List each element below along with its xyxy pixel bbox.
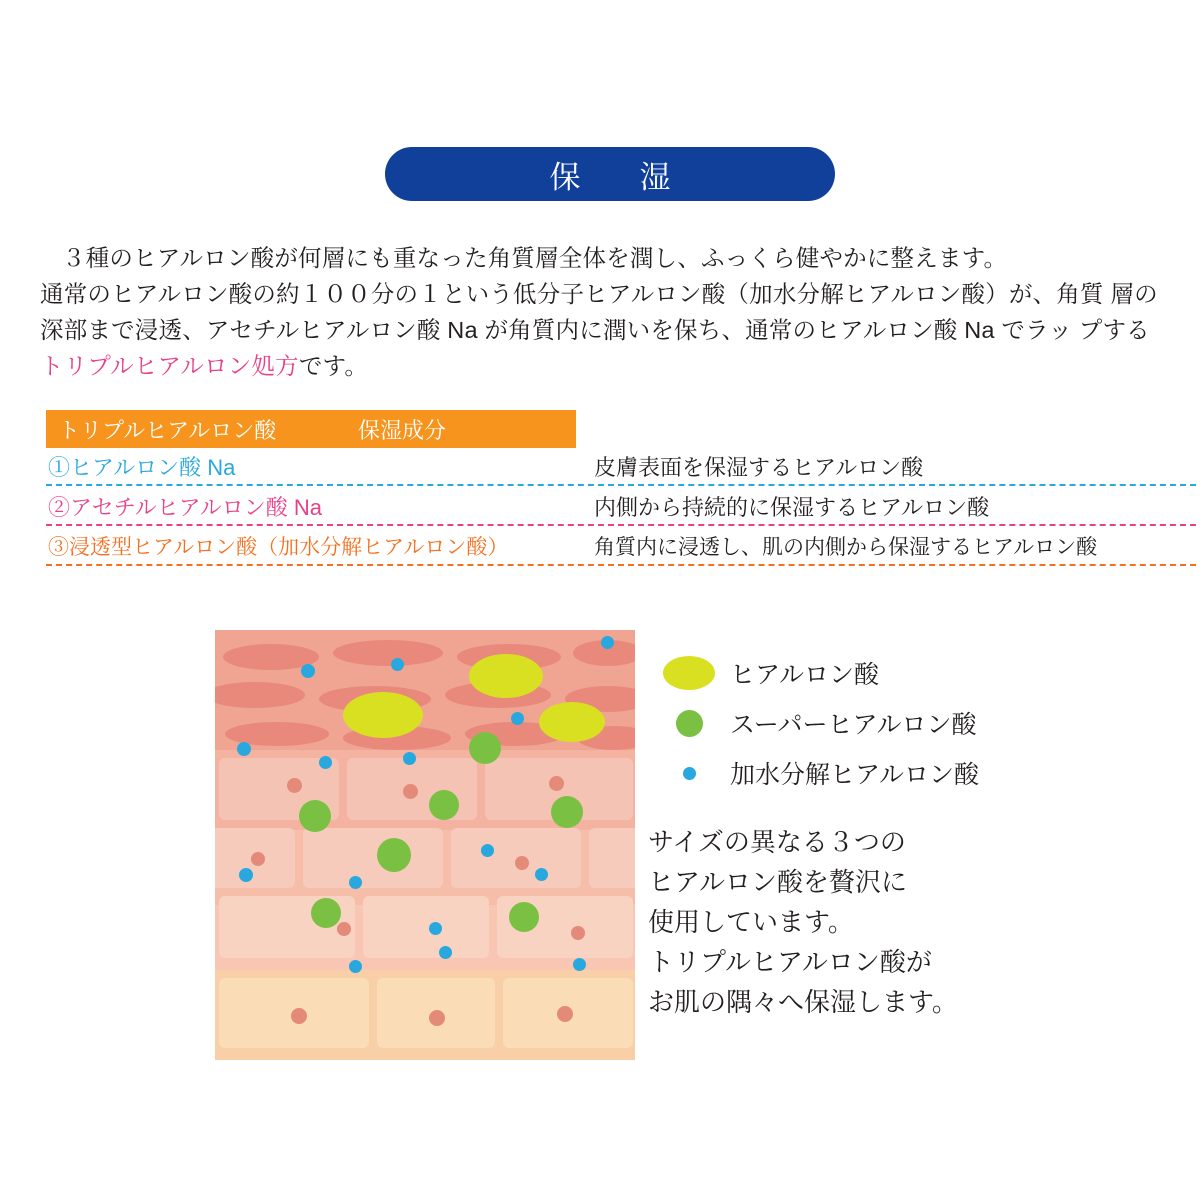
hydrolyzed-hyaluronic-acid-small (349, 876, 362, 889)
hydrolyzed-hyaluronic-acid-small (403, 752, 416, 765)
cell-nucleus (557, 1006, 573, 1022)
ingredient-table (46, 410, 1196, 568)
table-row (46, 528, 1196, 561)
cell-nucleus (515, 856, 529, 870)
hydrolyzed-hyaluronic-acid-small (349, 960, 362, 973)
hydrolyzed-hyaluronic-acid-small (237, 742, 251, 756)
hydrolyzed-hyaluronic-acid-small (439, 946, 452, 959)
cell-nucleus (571, 926, 585, 940)
table-cell-name: ②アセチルヒアルロン酸 Na (48, 495, 323, 520)
lead-line-1: ３種のヒアルロン酸が何層にも重なった角質層全体を潤し、ふっくら健やかに整えます。 (62, 245, 1008, 271)
note-line-1: サイズの異なる３つの (648, 827, 906, 857)
super-hyaluronic-acid-medium (469, 732, 501, 764)
legend-item (648, 748, 1078, 798)
hydrolyzed-hyaluronic-acid-small (601, 636, 614, 649)
table-cell-desc: 皮膚表面を保湿するヒアルロン酸 (594, 455, 924, 480)
table-header-col2: 保湿成分 (358, 417, 447, 443)
hydrolyzed-hyaluronic-acid-small (481, 844, 494, 857)
super-hyaluronic-acid-medium (377, 838, 411, 872)
skin-layers (215, 630, 635, 1060)
table-cell-desc: 角質内に浸透し、肌の内側から保湿するヒアルロン酸 (594, 536, 1098, 559)
hydrolyzed-hyaluronic-acid-small (573, 958, 586, 971)
hydrolyzed-hyaluronic-acid-small (391, 658, 404, 671)
legend-label: ヒアルロン酸 (730, 661, 880, 689)
note-line-2: ヒアルロン酸を贅沢に (648, 867, 907, 897)
super-hyaluronic-acid-medium (299, 800, 331, 832)
table-cell-name: ①ヒアルロン酸 Na (48, 455, 236, 480)
super-hyaluronic-acid-medium (551, 796, 583, 828)
cell-nucleus (291, 1008, 307, 1024)
table-cell-desc: 内側から持続的に保湿するヒアルロン酸 (594, 495, 990, 520)
skin-cell (589, 828, 635, 888)
hyaluronic-acid-large-icon (648, 656, 730, 690)
skin-cell (303, 828, 443, 888)
hydrolyzed-hyaluronic-acid-small (319, 756, 332, 769)
note-line-3: 使用しています。 (648, 907, 854, 937)
table-row (46, 448, 1196, 481)
table-cell-name: ③浸透型ヒアルロン酸（加水分解ヒアルロン酸） (48, 536, 509, 559)
hyaluronic-acid-large (343, 692, 423, 738)
cell-nucleus (251, 852, 265, 866)
cell-nucleus (549, 776, 564, 791)
super-hyaluronic-acid-icon (648, 710, 730, 737)
super-hyaluronic-acid-medium (429, 790, 459, 820)
hydrolyzed-hyaluronic-acid-small (301, 664, 315, 678)
legend-item (648, 648, 1078, 698)
super-hyaluronic-acid-medium (509, 902, 539, 932)
cell-nucleus (337, 922, 351, 936)
hyaluronic-acid-large (539, 702, 605, 742)
row-divider-pink (46, 524, 1196, 526)
lead-paragraph (40, 240, 1170, 384)
table-row (46, 488, 1196, 521)
legend-label: スーパーヒアルロン酸 (730, 711, 977, 739)
table-header-row (46, 410, 576, 448)
supplementary-note (648, 822, 1078, 1022)
hydrolyzed-hyaluronic-acid-icon (648, 767, 730, 780)
page-title: 保 湿 (549, 159, 685, 195)
skin-cross-section-illustration (215, 630, 635, 1060)
skin-cell (363, 896, 489, 958)
lead-highlight-term: トリプルヒアルロン処方 (40, 353, 299, 379)
table-header-col1: トリプルヒアルロン酸 (58, 417, 277, 443)
note-line-5: お肌の隅々へ保湿します。 (648, 987, 958, 1017)
cell-nucleus (287, 778, 302, 793)
lead-line-4-pre: プする (1078, 317, 1150, 343)
note-line-4: トリプルヒアルロン酸が (648, 947, 932, 977)
lead-line-4-post: です。 (298, 353, 369, 379)
hydrolyzed-hyaluronic-acid-small (239, 868, 253, 882)
row-divider-blue (46, 484, 1196, 486)
hydrolyzed-hyaluronic-acid-small (511, 712, 524, 725)
hyaluronic-acid-large (469, 654, 543, 698)
illustration-legend (648, 648, 1078, 798)
hydrolyzed-hyaluronic-acid-small (535, 868, 548, 881)
legend-item (648, 698, 1078, 748)
row-divider-orange (46, 564, 1196, 566)
corneocyte (333, 640, 443, 666)
super-hyaluronic-acid-medium (311, 898, 341, 928)
legend-label: 加水分解ヒアルロン酸 (730, 761, 980, 789)
cell-nucleus (429, 1010, 445, 1026)
lead-line-3: 層の深部まで浸透、アセチルヒアルロン酸 Na が角質内に潤いを保ち、通常のヒアルロン酸 Na でラッ (40, 281, 1158, 343)
lead-line-2: 通常のヒアルロン酸の約１００分の１という低分子ヒアルロン酸（加水分解ヒアルロン酸）が、角質 (40, 281, 1104, 307)
hydrolyzed-hyaluronic-acid-small (429, 922, 442, 935)
cell-nucleus (403, 784, 418, 799)
section-title-banner (385, 147, 835, 201)
